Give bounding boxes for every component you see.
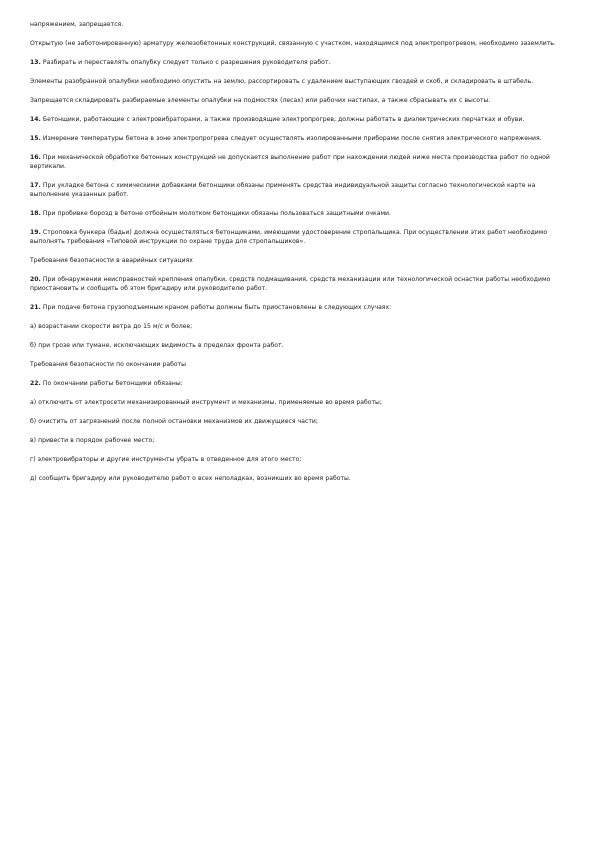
paragraph-rebar-grounding xyxy=(30,39,567,48)
paragraph-number: 14. xyxy=(30,116,41,123)
paragraph-text: При пробивке борозд в бетоне отбойным молотком бетонщики обязаны пользоваться защитными очками. xyxy=(40,210,391,217)
paragraph-number: 16. xyxy=(30,154,41,161)
paragraph-number: 19. xyxy=(30,229,41,236)
list-item-21a xyxy=(30,322,567,331)
paragraph-number: 22. xyxy=(30,380,41,387)
list-item-22a xyxy=(30,398,567,407)
paragraph-text: Измерение температуры бетона в зоне электропрогрева следует осуществлять изолированными приборами после снятия электрического напряжения. xyxy=(40,135,542,142)
paragraph-text: При укладке бетона с химическими добавками бетонщики обязаны применять средства индивидуальной защиты согласно технологической карте на выполнение указанных работ. xyxy=(30,182,536,198)
paragraph-text: Элементы разобранной опалубки необходимо опустить на землю, рассортировать с удалением выступающих гвоздей и скоб, и складировать в штабель. xyxy=(30,78,534,85)
paragraph-text: По окончании работы бетонщики обязаны: xyxy=(40,380,183,387)
paragraph-19 xyxy=(30,228,567,246)
paragraph-number: 18. xyxy=(30,210,41,217)
list-item-22c xyxy=(30,436,567,445)
paragraph-number: 15. xyxy=(30,135,41,142)
list-item-22d xyxy=(30,455,567,464)
list-item-text: г) электровибраторы и другие инструменты убрать в отведенное для этого место; xyxy=(30,456,302,463)
paragraph-20 xyxy=(30,275,567,293)
list-item-22e xyxy=(30,474,567,483)
paragraph-text: Строповка бункера (бадьи) должна осуществляться бетонщиками, имеющими удостоверение стропальщика. При осуществлении этих работ необходимо выполнять требования «Типовой инструкции по охране труда для стропальщиков». xyxy=(30,229,548,245)
paragraph-number: 17. xyxy=(30,182,41,189)
paragraph-formwork-elements xyxy=(30,77,567,86)
paragraph-21 xyxy=(30,303,567,312)
paragraph-17 xyxy=(30,181,567,199)
section-heading-text: Требования безопасности по окончании работы xyxy=(30,361,186,368)
section-heading-emergency xyxy=(30,256,567,265)
paragraph-16 xyxy=(30,153,567,171)
paragraph-formwork-storage xyxy=(30,96,567,105)
list-item-21b xyxy=(30,341,567,350)
list-item-text: б) при грозе или тумане, исключающих видимость в пределах фронта работ. xyxy=(30,342,284,349)
list-item-text: д) сообщить бригадиру или руководителю работ о всех неполадках, возникших во время работы. xyxy=(30,475,351,482)
list-item-text: а) отключить от электросети механизированный инструмент и механизмы, применяемые во время работы; xyxy=(30,399,382,406)
paragraph-text: Открытую (не заботонированную) арматуру железобетонных конструкций, связанную с участком, находящимся под электропрогревом, необходимо заземлить. xyxy=(30,40,556,47)
paragraph-text: Запрещается складировать разбираемые элементы опалубки на подмостях (лесах) или рабочих настилах, а также сбрасывать их с высоты. xyxy=(30,97,491,104)
paragraph-18 xyxy=(30,209,567,218)
paragraph-text: При механической обработке бетонных конструкций не допускается выполнение работ при нахождении людей ниже места производства работ по одной вертикали. xyxy=(30,154,550,170)
paragraph-number: 21. xyxy=(30,304,41,311)
section-heading-completion xyxy=(30,360,567,369)
paragraph-text: При обнаружении неисправностей крепления опалубки, средств подмащивания, средств механизации или технологической оснастки работы необходимо приостановить и сообщить об этом бригадиру или руководителю работ. xyxy=(30,276,551,292)
paragraph-22 xyxy=(30,379,567,388)
list-item-text: в) привести в порядок рабочее место; xyxy=(30,437,155,444)
paragraph-continuation xyxy=(30,20,567,29)
list-item-text: а) возрастании скорости ветра до 15 м/с и более; xyxy=(30,323,193,330)
paragraph-text: напряжением, запрещается. xyxy=(30,21,124,28)
section-heading-text: Требования безопасности в аварийных ситуациях xyxy=(30,257,193,264)
paragraph-text: Бетонщики, работающие с электровибраторами, а также производящие электропрогрев, должны работать в диэлектрических перчатках и обуви. xyxy=(40,116,525,123)
paragraph-15 xyxy=(30,134,567,143)
paragraph-text: Разбирать и переставлять опалубку следует только с разрешения руководителя работ. xyxy=(40,59,331,66)
paragraph-number: 20. xyxy=(30,276,41,283)
paragraph-14 xyxy=(30,115,567,124)
list-item-text: б) очистить от загрязнений после полной остановки механизмов их движущиеся части; xyxy=(30,418,318,425)
list-item-22b xyxy=(30,417,567,426)
document-body xyxy=(30,20,567,493)
paragraph-number: 13. xyxy=(30,59,41,66)
paragraph-13 xyxy=(30,58,567,67)
paragraph-text: При подаче бетона грузоподъемным краном работы должны быть приостановлены в следующих случаях: xyxy=(40,304,392,311)
